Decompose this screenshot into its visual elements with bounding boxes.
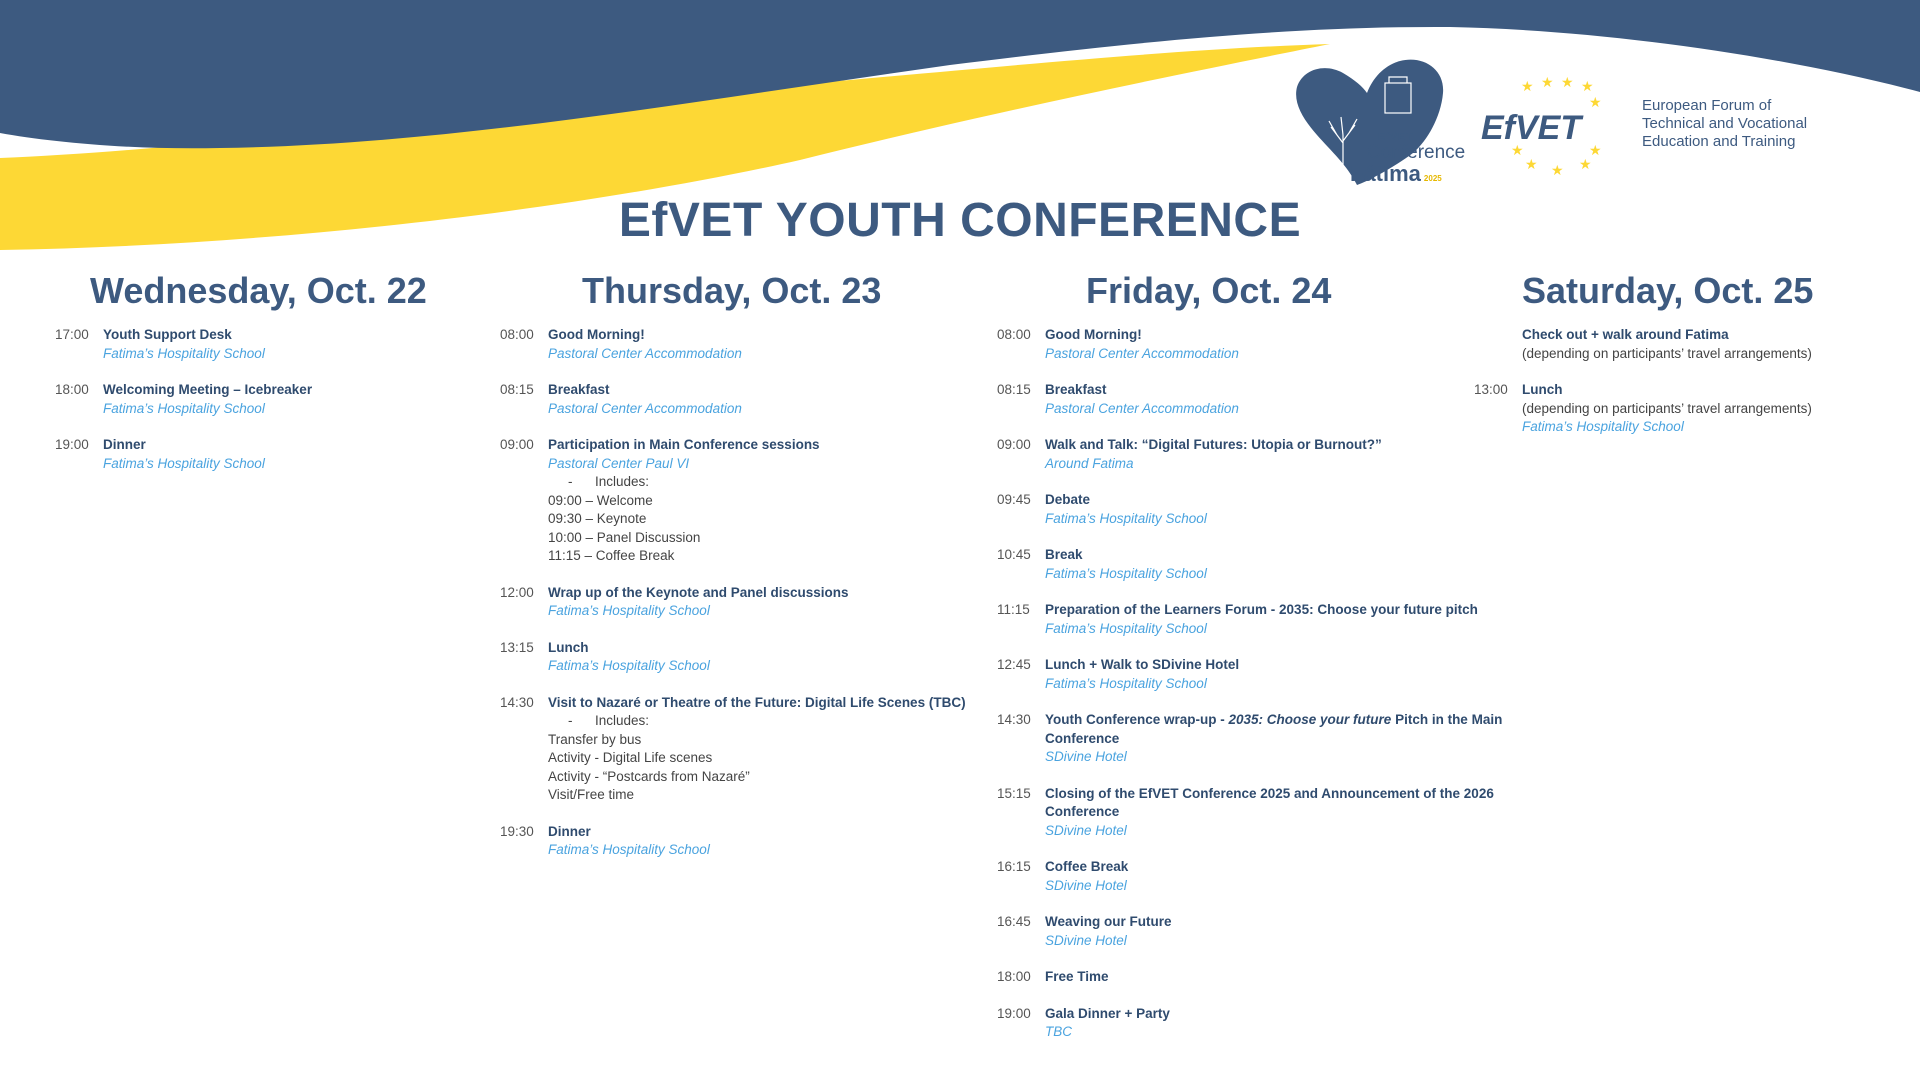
event-title: Good Morning!	[1045, 327, 1142, 342]
event-includes-label: - Includes:	[568, 713, 650, 728]
event-location: Fatima’s Hospitality School	[548, 658, 710, 673]
event-title-emphasis: 2035: Choose your future	[1228, 712, 1392, 727]
event-subitem: Activity - “Postcards from Nazaré”	[548, 768, 750, 784]
event-time: 19:30	[500, 823, 534, 839]
event-title: Good Morning!	[548, 327, 645, 342]
event-location: TBC	[1045, 1024, 1072, 1039]
event-item	[500, 326, 980, 363]
schedule-thursday	[500, 326, 980, 878]
event-note: (depending on participants’ travel arrangements)	[1522, 400, 1812, 416]
event-item	[997, 656, 1507, 693]
day-heading-friday: Friday, Oct. 24	[1086, 270, 1332, 311]
event-item	[500, 694, 980, 805]
event-time: 17:00	[55, 327, 89, 342]
efvet-tagline-line: European Forum of	[1642, 97, 1772, 114]
event-note: (depending on participants’ travel arrangements)	[1522, 345, 1812, 361]
svg-text:★: ★	[1589, 95, 1602, 111]
event-title: Lunch + Walk to SDivine Hotel	[1045, 657, 1240, 672]
event-subitem: 09:00 – Welcome	[548, 492, 653, 508]
event-item	[55, 381, 435, 418]
day-heading-saturday: Saturday, Oct. 25	[1522, 270, 1814, 311]
event-item	[500, 584, 980, 621]
svg-text:★: ★	[1525, 157, 1538, 173]
event-item	[500, 436, 980, 566]
event-time: 13:00	[1474, 382, 1508, 397]
event-time: 08:00	[500, 327, 534, 342]
event-item	[1474, 381, 1894, 437]
event-time: 08:00	[997, 327, 1031, 342]
event-location: SDivine Hotel	[1045, 932, 1127, 948]
event-time: 08:15	[997, 382, 1031, 397]
page-title: EfVET YOUTH CONFERENCE	[618, 194, 1302, 247]
event-item	[500, 381, 980, 418]
event-title: Check out + walk around Fatima	[1522, 327, 1729, 342]
day-heading-wednesday: Wednesday, Oct. 22	[90, 270, 427, 311]
svg-text:★: ★	[1521, 79, 1534, 95]
event-item	[997, 491, 1507, 528]
event-location: Fatima’s Hospitality School	[1045, 510, 1207, 526]
event-time: 09:00	[997, 437, 1031, 452]
event-time: 18:00	[55, 382, 89, 397]
event-title: Preparation of the Learners Forum - 2035: Choose your future pitch	[1045, 602, 1478, 617]
conference-logo-text	[1343, 131, 1473, 190]
schedule-wednesday	[55, 326, 435, 491]
conference-logo-year: 2025	[1423, 174, 1442, 183]
event-location: Pastoral Center Accommodation	[548, 400, 742, 416]
event-title: Visit to Nazaré or Theatre of the Future: Digital Life Scenes (TBC)	[548, 694, 966, 710]
event-title: Break	[1045, 547, 1083, 562]
event-time: 10:45	[997, 547, 1031, 562]
event-time: 09:00	[500, 437, 534, 452]
event-time	[1474, 326, 1522, 363]
svg-text:★: ★	[1561, 75, 1574, 91]
schedule-saturday	[1474, 326, 1894, 455]
event-time: 11:15	[997, 602, 1030, 617]
logo-area	[1285, 55, 1845, 195]
event-item	[997, 601, 1507, 638]
event-title: Dinner	[103, 437, 146, 452]
event-location: SDivine Hotel	[1045, 822, 1127, 838]
event-location: Fatima’s Hospitality School	[548, 842, 710, 857]
schedule-friday	[997, 326, 1507, 1060]
event-time: 08:15	[500, 382, 534, 397]
conference-logo-line3	[1350, 163, 1473, 190]
event-time: 19:00	[997, 1005, 1031, 1021]
event-subitem: Transfer by bus	[548, 731, 642, 747]
event-location: Around Fatima	[1045, 455, 1134, 471]
event-includes-label: - Includes:	[568, 474, 650, 489]
event-time: 18:00	[997, 969, 1031, 984]
conference-logo-line2: Conference	[1367, 142, 1466, 163]
event-title: Welcoming Meeting – Icebreaker	[103, 382, 313, 397]
event-item	[997, 436, 1507, 473]
event-time: 16:15	[997, 859, 1031, 874]
svg-text:★: ★	[1589, 143, 1602, 159]
event-location: Fatima’s Hospitality School	[103, 400, 265, 416]
event-location: Fatima’s Hospitality School	[103, 345, 265, 361]
event-title: Free Time	[1045, 969, 1109, 984]
event-item	[997, 326, 1507, 363]
event-item	[997, 1005, 1507, 1042]
event-title: Gala Dinner + Party	[1045, 1005, 1170, 1021]
event-title: Coffee Break	[1045, 859, 1129, 874]
event-location: Fatima’s Hospitality School	[548, 603, 710, 618]
svg-text:★: ★	[1541, 75, 1554, 91]
event-title: Lunch	[548, 639, 589, 655]
event-subitem: Activity - Digital Life scenes	[548, 750, 713, 765]
event-title: Walk and Talk: “Digital Futures: Utopia or Burnout?”	[1045, 437, 1382, 452]
event-time: 12:00	[500, 584, 534, 600]
event-location: Pastoral Center Paul VI	[548, 455, 690, 471]
svg-text:★: ★	[1581, 79, 1594, 95]
conference-logo-line1: EfVET	[1378, 131, 1413, 143]
event-location: Fatima’s Hospitality School	[103, 455, 265, 471]
event-title: Closing of the EfVET Conference 2025 and Announcement of the 2026 Conference	[1045, 785, 1494, 819]
event-title: Wrap up of the Keynote and Panel discussions	[548, 584, 849, 600]
event-item	[997, 546, 1507, 583]
event-location: SDivine Hotel	[1045, 877, 1127, 893]
event-title: Dinner	[548, 823, 591, 839]
efvet-tagline	[1642, 97, 1807, 151]
event-time: 12:45	[997, 657, 1031, 672]
event-time: 09:45	[997, 492, 1031, 507]
svg-text:★: ★	[1579, 157, 1592, 173]
event-location: Pastoral Center Accommodation	[1045, 400, 1239, 416]
event-item	[997, 858, 1507, 895]
event-item	[500, 823, 980, 860]
efvet-tagline-line: Education and Training	[1642, 133, 1796, 150]
event-time: 15:15	[997, 785, 1031, 801]
event-item	[997, 785, 1507, 841]
efvet-tagline-line: Technical and Vocational	[1642, 115, 1808, 132]
event-item	[55, 436, 435, 473]
efvet-wordmark-text: EfVET	[1481, 109, 1582, 147]
event-subitem: 10:00 – Panel Discussion	[548, 529, 701, 545]
event-item	[997, 381, 1507, 418]
event-title-part: Pitch in the Main Conference	[1045, 712, 1507, 746]
event-location: Pastoral Center Accommodation	[1045, 345, 1239, 361]
event-title: Lunch	[1522, 382, 1563, 397]
event-subitem: 11:15 – Coffee Break	[548, 548, 675, 563]
event-title: Youth Support Desk	[103, 327, 232, 342]
event-title: Breakfast	[1045, 382, 1107, 397]
event-location: Fatima’s Hospitality School	[1045, 675, 1207, 691]
event-subitem: 09:30 – Keynote	[548, 511, 647, 526]
event-time: 14:30	[997, 712, 1031, 727]
event-time: 14:30	[500, 694, 534, 710]
event-item	[55, 326, 435, 363]
event-location: Pastoral Center Accommodation	[548, 345, 742, 361]
event-time: 16:45	[997, 914, 1031, 929]
event-item	[997, 913, 1507, 950]
event-location: Fatima’s Hospitality School	[1522, 419, 1684, 434]
event-item	[997, 711, 1507, 767]
event-subitem: Visit/Free time	[548, 787, 635, 802]
event-location: SDivine Hotel	[1045, 749, 1127, 764]
svg-text:★: ★	[1551, 163, 1564, 175]
event-item	[500, 639, 980, 676]
event-location: Fatima’s Hospitality School	[1045, 620, 1207, 636]
event-title: Weaving our Future	[1045, 914, 1172, 929]
efvet-logo	[1481, 65, 1631, 175]
svg-text:★: ★	[1511, 143, 1524, 159]
day-heading-thursday: Thursday, Oct. 23	[582, 270, 882, 311]
event-title	[1045, 711, 1507, 748]
event-title: Breakfast	[548, 382, 610, 397]
event-time: 19:00	[55, 437, 89, 452]
event-item	[997, 968, 1507, 987]
event-title: Debate	[1045, 492, 1091, 507]
event-title-part: Youth Conference wrap-up -	[1045, 712, 1229, 727]
event-title: Participation in Main Conference sessions	[548, 437, 820, 452]
event-time: 13:15	[500, 639, 534, 655]
event-location: Fatima’s Hospitality School	[1045, 565, 1207, 581]
event-item	[1474, 326, 1894, 363]
conference-logo-city: Fátima	[1350, 161, 1421, 186]
